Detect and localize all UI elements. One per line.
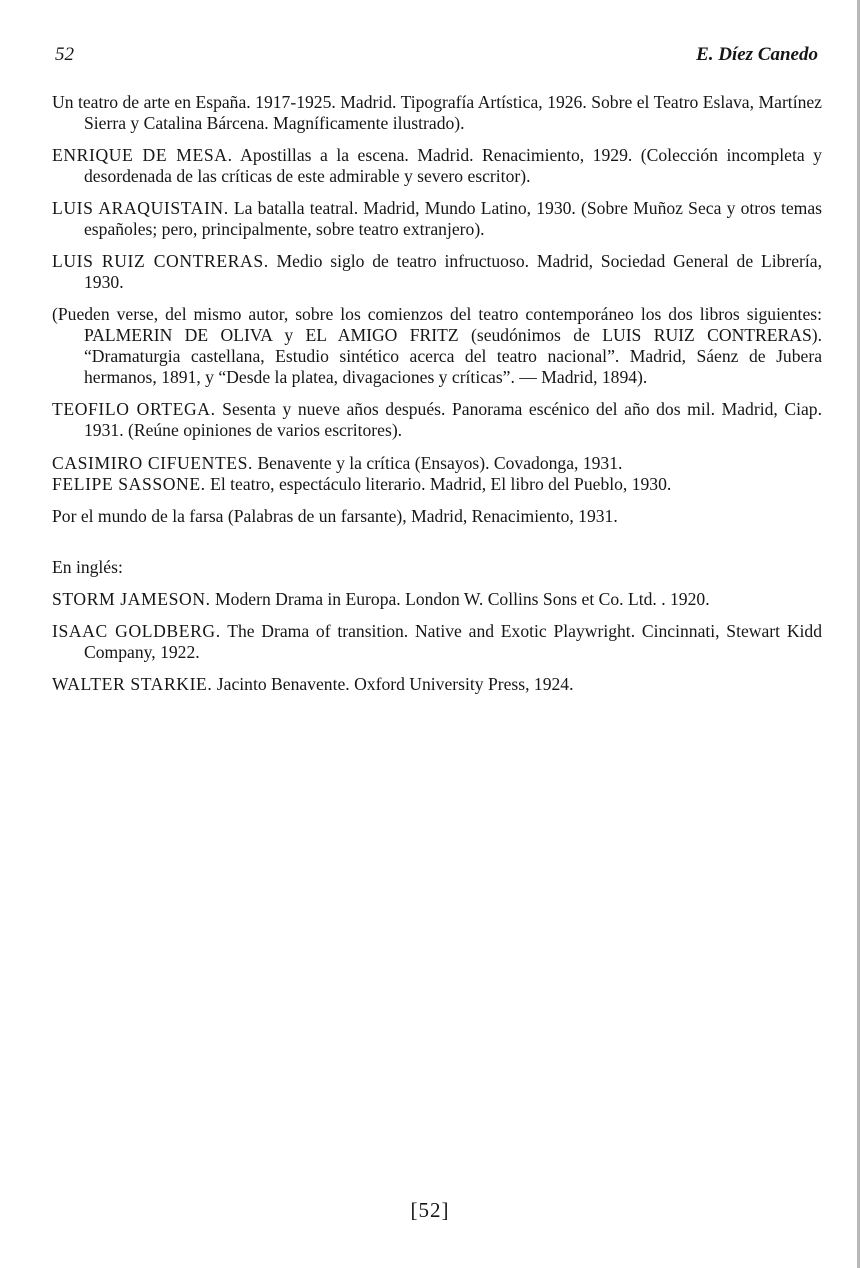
bib-entry (52, 198, 822, 240)
entry-author: ENRIQUE DE MESA. (52, 145, 233, 165)
entry-author: LUIS ARAQUISTAIN. (52, 198, 229, 218)
entry-text: El teatro, espectáculo literario. Madrid, El libro del Pueblo, 1930. (205, 474, 672, 494)
entry-author: FELIPE SASSONE. (52, 474, 206, 494)
page-number: 52 (55, 44, 74, 65)
entry-author: STORM JAMESON. (52, 589, 211, 609)
entry-text: Jacinto Benavente. Oxford University Press, 1924. (212, 674, 574, 694)
entry-author: WALTER STARKIE. (52, 674, 213, 694)
bib-entry (52, 674, 822, 695)
entry-text: Un teatro de arte en España. 1917-1925. Madrid. Tipografía Artística, 1926. Sobre el Teatro Eslava, Martínez Sierra y Catalina Bárcena. Magníficamente ilustrado). (52, 92, 822, 133)
bib-entry (52, 304, 822, 388)
entry-text: La batalla teatral. Madrid, Mundo Latino, 1930. (Sobre Muñoz Seca y otros temas españoles; pero, principalmente, sobre teatro extranjero). (84, 198, 822, 239)
bib-entry (52, 399, 822, 441)
page-header (55, 44, 818, 70)
bib-entry (52, 251, 822, 293)
bib-entry (52, 621, 822, 663)
entry-text: Apostillas a la escena. Madrid. Renacimiento, 1929. (Colección incompleta y desordenada de las críticas de este admirable y severo escritor). (84, 145, 822, 186)
entry-text: Modern Drama in Europa. London W. Collins Sons et Co. Ltd. . 1920. (210, 589, 710, 609)
bib-entry (52, 145, 822, 187)
entry-author: LUIS RUIZ CONTRERAS. (52, 251, 269, 271)
english-section-heading: En inglés: (52, 557, 123, 577)
page-footer-number: [52] (410, 1198, 450, 1222)
bibliography-list (52, 92, 822, 695)
entry-author: CASIMIRO CIFUENTES. (52, 453, 254, 473)
bib-entry (52, 506, 822, 527)
entry-text: Sesenta y nueve años después. Panorama escénico del año dos mil. Madrid, Ciap. 1931. (Reúne opiniones de varios escritores). (84, 399, 822, 440)
entry-author: ISAAC GOLDBERG. (52, 621, 221, 641)
entry-text: Por el mundo de la farsa (Palabras de un farsante), Madrid, Renacimiento, 1931. (52, 506, 618, 526)
running-title: E. Díez Canedo (696, 44, 818, 65)
bib-entry (52, 474, 822, 495)
bib-entry (52, 589, 822, 610)
entry-text: Medio siglo de teatro infructuoso. Madrid, Sociedad General de Librería, 1930. (84, 251, 822, 292)
entry-author: TEOFILO ORTEGA. (52, 399, 216, 419)
entry-text: Benavente y la crítica (Ensayos). Covadonga, 1931. (253, 453, 623, 473)
bib-entry (52, 92, 822, 134)
entry-text: The Drama of transition. Native and Exotic Playwright. Cincinnati, Stewart Kidd Company, 1922. (84, 621, 823, 662)
bib-entry (52, 453, 822, 474)
entry-text: (Pueden verse, del mismo autor, sobre los comienzos del teatro contemporáneo los dos libros siguientes: PALMERIN DE OLIVA y EL AMIGO FRITZ (seudónimos de LUIS RUIZ CONTRERAS). “Dramaturgia castellana, Estudio sintético acerca del teatro nacional”. Madrid, Sáenz de Jubera hermanos, 1891, y “Desde la platea, divagaciones y críticas”. — Madrid, 1894). (52, 304, 822, 387)
